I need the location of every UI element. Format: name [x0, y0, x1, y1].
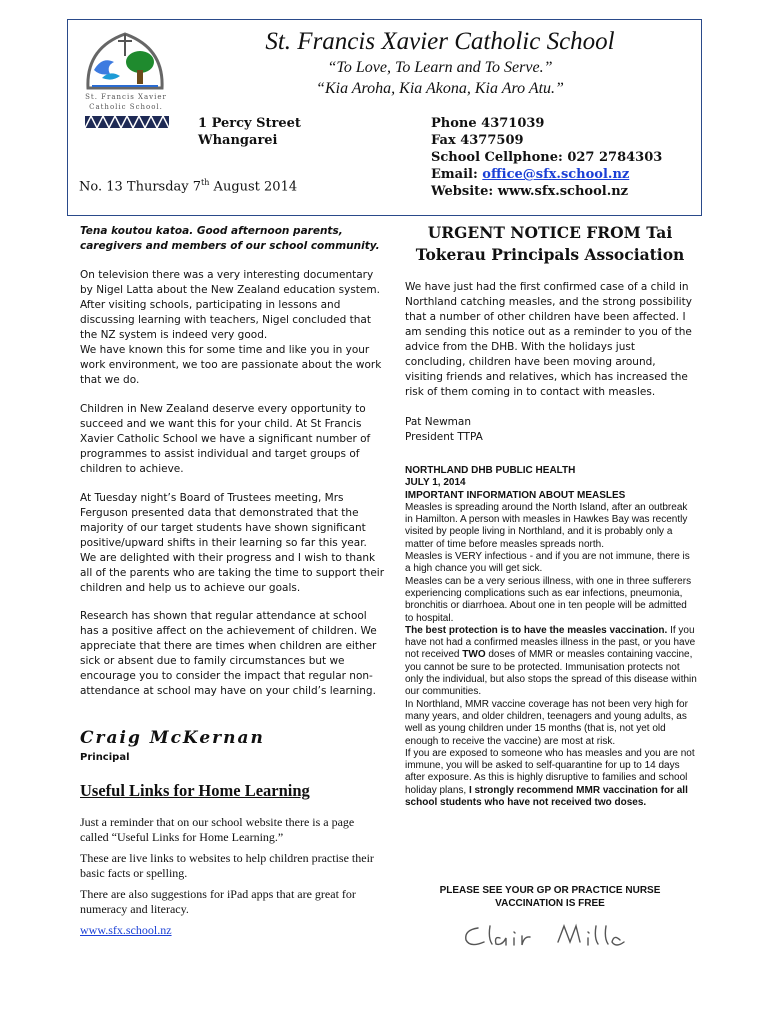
dhb-bulletin: NORTHLAND DHB PUBLIC HEALTH JULY 1, 2014 IMPORTANT INFORMATION ABOUT MEASLES Measles is spreading around the North Island, after an outbreak in Hamilton. A person with measles in Hawkes Bay was recently visited by people living in Northland, and it is probably only a matter of time before measles spreads north. Measles is VERY infectious - and if you are not immune, there is a high chance you will get sick. Measles can be a very serious illness, with one in three sufferers experiencing complications such as ear infections, pneumonia, bronchitis or diarrhoea. About one in ten people will be admitted to hospital. The best protection is to have the measles vaccination. If you have not had a confirmed measles illness in the past, or you have not received TWO doses of MMR or measles containing vaccine, you cannot be sure to be protected. Immunisation protects not only the individual, but also stops the spread of this disease within our communities. In Northland, MMR vaccine coverage has not been very high for many years, and older children, teenagers and young adults, as well as young children under 15 months (that is, not yet old enough to receive the vaccine) are most at risk. If you are exposed to someone who has measles and you are not immune, you will be asked to self-quarantine for up to 14 days after exposure. As this is highly disruptive to families and school holiday plans, I strongly recommend MMR vaccination for all school students who have not received two doses.: [405, 465, 697, 809]
school-name: St. Francis Xavier Catholic School: [265, 28, 615, 55]
motto-english: “To Love, To Learn and To Serve.”: [327, 59, 553, 76]
paragraph-attendance: Research has shown that regular attendance at school has a positive affect on the achievement of children. We appreciate that there are times when children are either sick or absent due to family circumstances but we encourage you to consider the impact that regular non-attendance at school may have on your child’s learning.: [80, 610, 377, 697]
links-ipad-apps: There are also suggestions for iPad apps that are great for numeracy and literacy.: [80, 887, 356, 916]
school-website-link[interactable]: www.sfx.school.nz: [80, 923, 172, 937]
fax-number: Fax 4377509: [431, 133, 524, 148]
logo-caption: St. Francis Xavier Catholic School.: [85, 93, 167, 111]
email-line: Email: office@sfx.school.nz: [431, 167, 630, 182]
address-street: 1 Percy Street: [198, 116, 301, 131]
address-city: Whangarei: [198, 133, 278, 148]
school-cellphone: School Cellphone: 027 2784303: [431, 150, 663, 165]
measles-notice: We have just had the first confirmed case of a child in Northland catching measles, and the strong possibility that a number of other children have been affected. I am sending this notice out as a reminder to you of the advice from the DHB. With the holidays just concluding, children have been moving around, visiting friends and relatives, which has increased the risk of them coming in to contact with measles.: [405, 281, 692, 398]
phone-number: Phone 4371039: [431, 116, 545, 131]
urgent-notice-heading: URGENT NOTICE FROM Tai Tokerau Principals Association: [415, 223, 685, 264]
notice-sender: Pat Newman President TTPA: [405, 416, 483, 443]
paragraph-opportunity: Children in New Zealand deserve every opportunity to succeed and we want this for your child. At St Francis Xavier Catholic School we have a significant number of programmes to assist individual and target groups of children to achieve.: [80, 403, 371, 475]
issue-date: No. 13 Thursday 7th August 2014: [79, 178, 298, 195]
principal-title: Principal: [80, 752, 130, 763]
taniko-pattern-icon: [85, 116, 169, 128]
links-reminder: Just a reminder that on our school website there is a page called “Useful Links for Home Learning.”: [80, 815, 355, 844]
paragraph-board-meeting: At Tuesday night’s Board of Trustees meeting, Mrs Ferguson presented data that demonstrated that the majority of our target students have shown significant positive/upward shifts in their learning so far this year. We are delighted with their progress and I wish to thank all of the parents who are taking the time to support their children and help us to achieve our goals.: [80, 492, 385, 594]
paragraph-documentary: On television there was a very interesting documentary by Nigel Latta about the New Zealand education system. After visiting schools, participating in lessons and discussing learning with teachers, Nigel concluded that the NZ system is indeed very good. We have known this for some time and like you in your work environment, we too are passionate about the work that we do.: [80, 269, 382, 386]
links-description: These are live links to websites to help children practise their basic facts or spelling.: [80, 851, 374, 880]
vaccination-notice: PLEASE SEE YOUR GP OR PRACTICE NURSE VACCINATION IS FREE: [439, 885, 661, 909]
greeting: Tena koutou katoa. Good afternoon parents, caregivers and members of our school community.: [80, 225, 380, 252]
website-line: Website: www.sfx.school.nz: [431, 184, 629, 199]
email-link[interactable]: office@sfx.school.nz: [482, 167, 630, 182]
school-logo-icon: [80, 30, 170, 92]
handwritten-signature-icon: [460, 920, 630, 950]
useful-links-heading: Useful Links for Home Learning: [80, 781, 310, 800]
motto-maori: “Kia Aroha, Kia Akona, Kia Aro Atu.”: [316, 80, 564, 97]
principal-signature: Craig McKernan: [80, 728, 265, 748]
